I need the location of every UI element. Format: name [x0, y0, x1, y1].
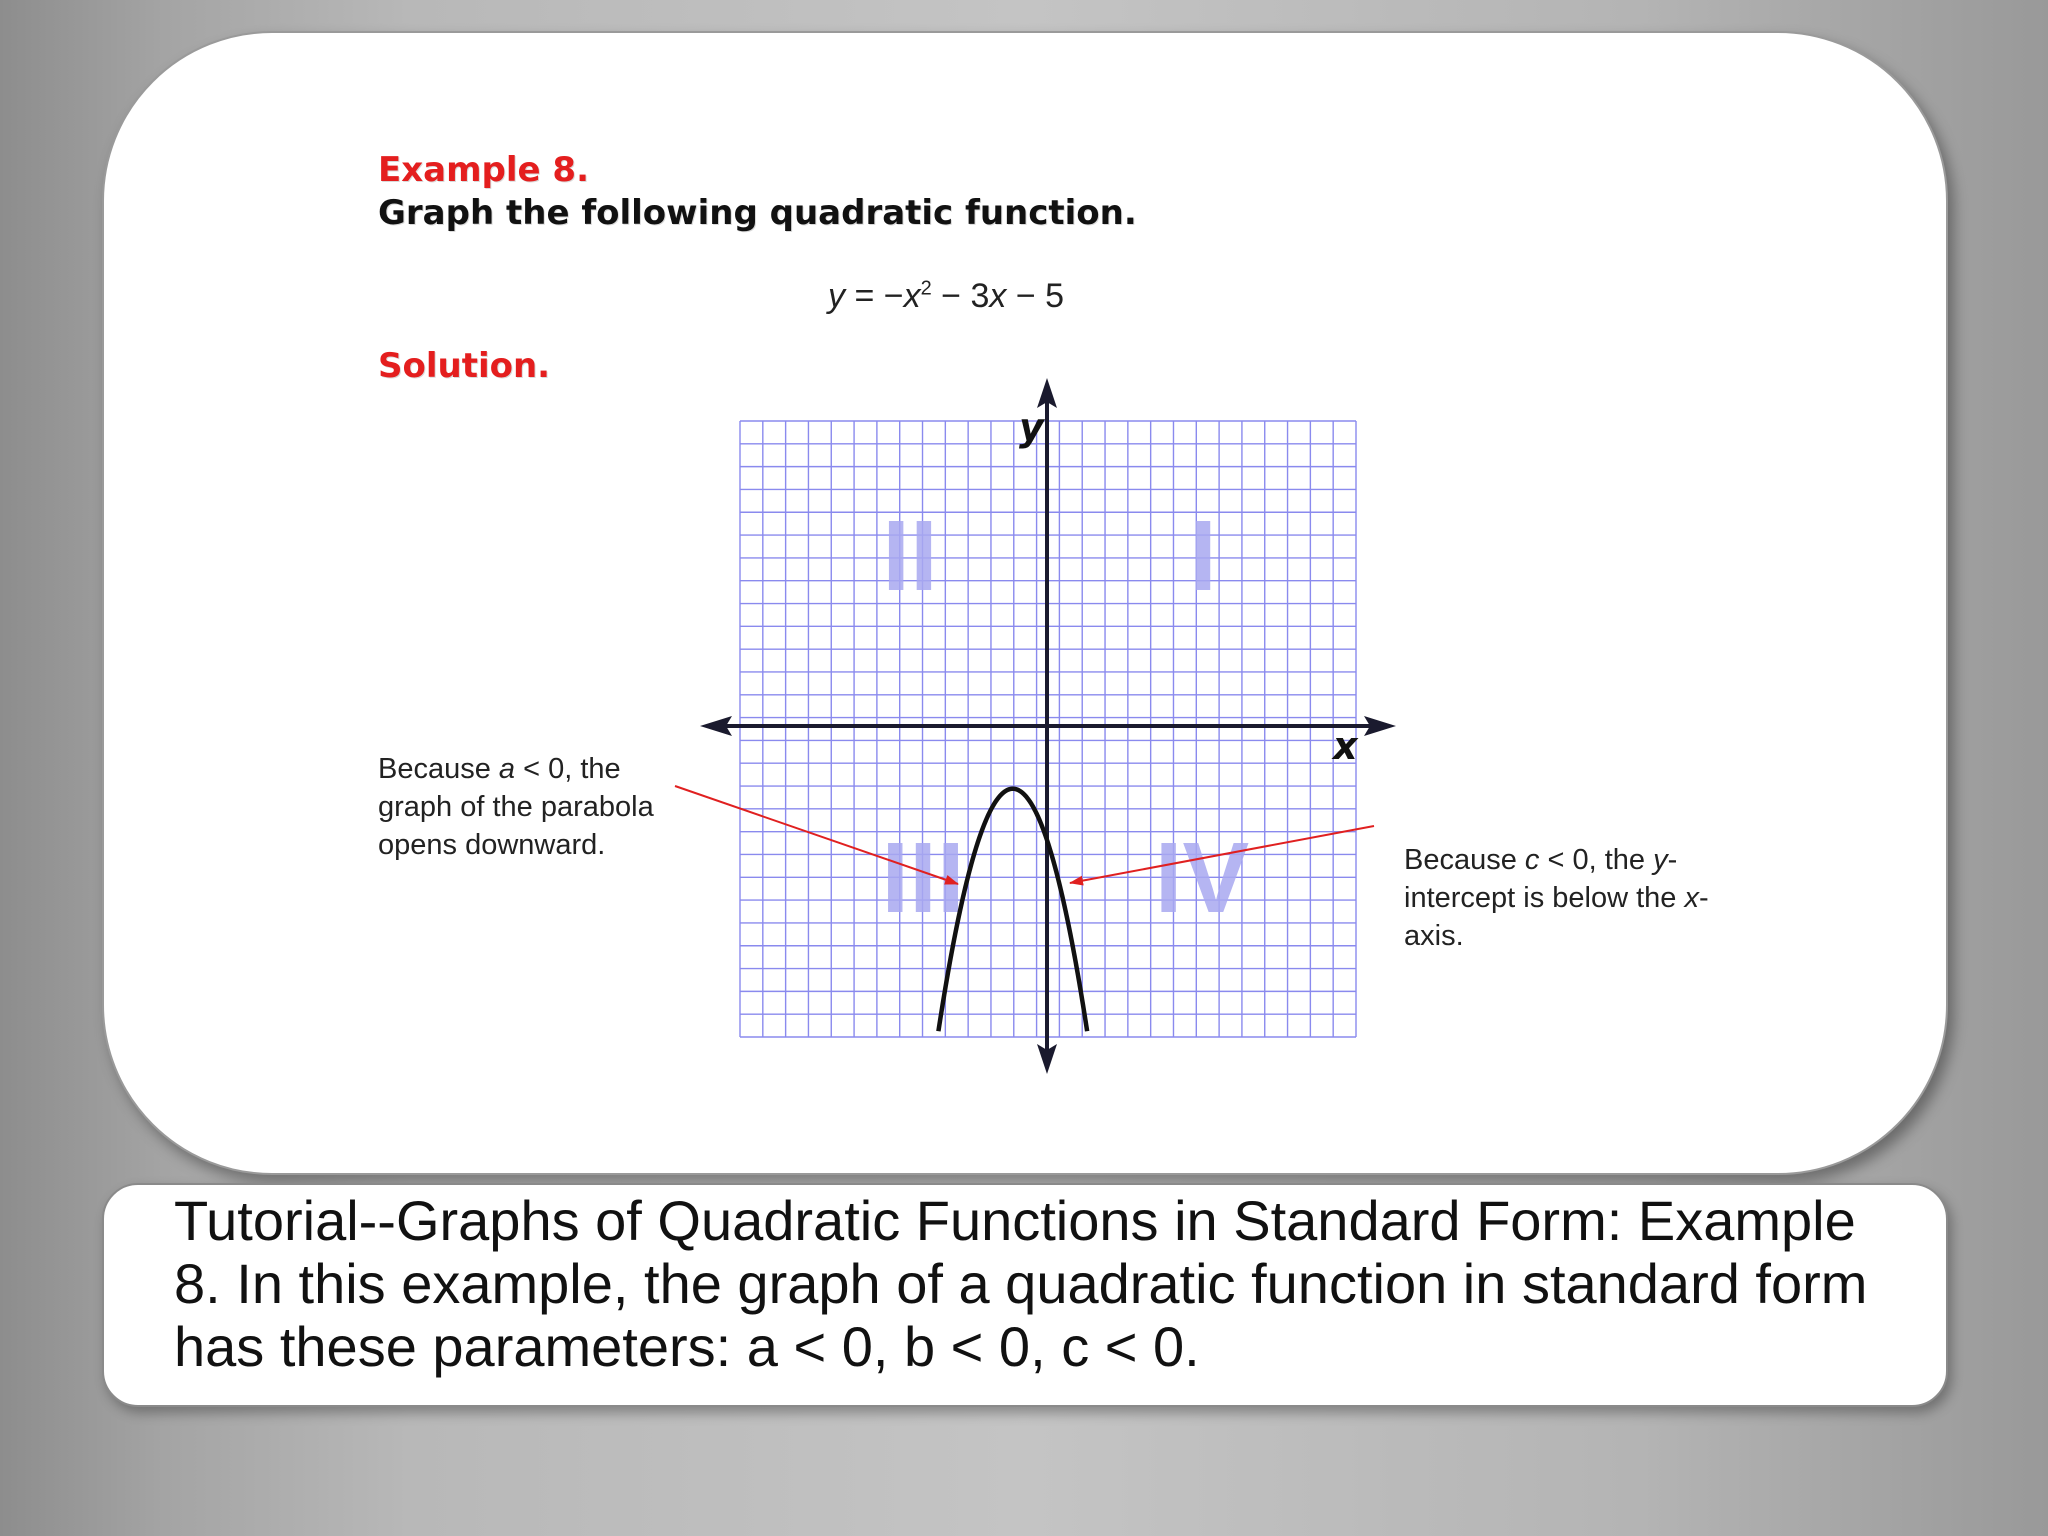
equation-tail: − 5 — [1006, 277, 1065, 315]
equation-lhs: y — [828, 277, 845, 315]
quadrant-label: III — [881, 822, 965, 934]
x-axis-label: x — [1333, 724, 1358, 768]
note-a-pre: Because — [378, 753, 499, 785]
note-c-post: < 0, the — [1539, 844, 1654, 876]
example-title: Example 8. — [378, 150, 589, 190]
equation-neg: − — [883, 277, 904, 315]
note-c-less-than-zero — [1404, 841, 1734, 955]
note-c-var3: x — [1684, 882, 1699, 914]
equation-exponent: 2 — [920, 277, 932, 300]
note-a-less-than-zero — [378, 750, 698, 864]
quadrant-label: I — [1189, 500, 1217, 612]
caption-text: Tutorial--Graphs of Quadratic Functions in Standard Form: Example 8. In this example, the graph of a quadratic function in standard form has these parameters: a < 0, b < 0, c < 0. — [174, 1189, 1868, 1378]
equation-x2: x — [989, 277, 1007, 315]
note-c-post2: -intercept is below the — [1404, 844, 1685, 914]
annotation-arrows — [675, 786, 1374, 884]
note-c-var: c — [1524, 844, 1540, 876]
axes — [700, 378, 1396, 1074]
caption-card — [102, 1183, 1948, 1407]
quadrant-label: IV — [1154, 822, 1250, 934]
note-a-var: a — [498, 753, 516, 785]
equation-equals: = — [845, 277, 884, 315]
solution-label: Solution. — [378, 346, 551, 386]
note-c-var2: y — [1653, 844, 1668, 876]
y-axis-label: y — [1019, 405, 1044, 449]
equation-rest: − 3 — [931, 277, 990, 315]
equation-x: x — [903, 277, 921, 315]
example-instruction: Graph the following quadratic function. — [378, 193, 1137, 233]
note-c-pre: Because — [1404, 844, 1525, 876]
note-c-post3: -axis. — [1404, 882, 1709, 952]
quadrant-label: II — [882, 500, 938, 612]
note-a-post: < 0, the graph of the parabola opens downward. — [378, 753, 654, 861]
